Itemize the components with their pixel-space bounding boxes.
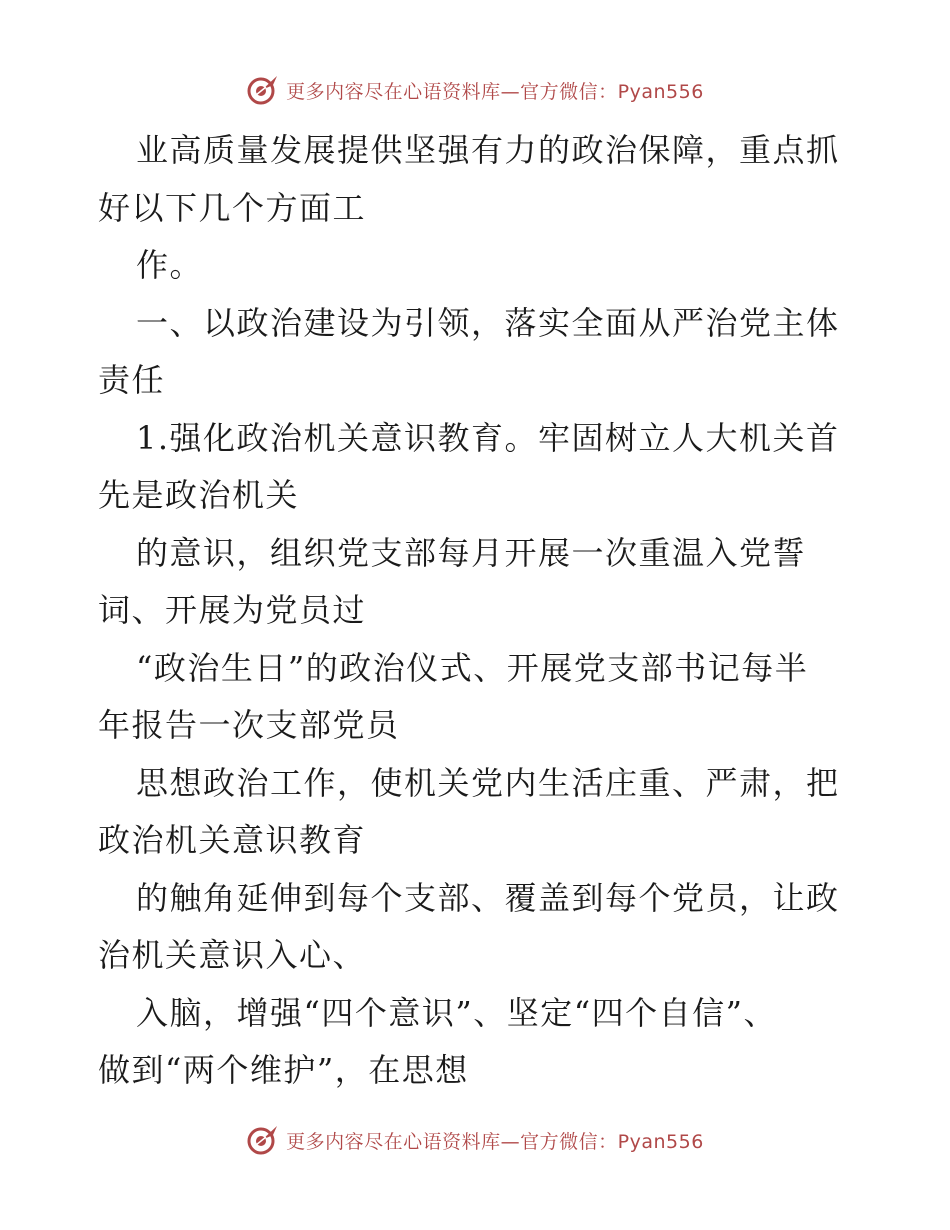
quill-pen-logo-icon (246, 1123, 280, 1157)
body-line: 词、开展为党员过 (98, 591, 367, 629)
body-line: 思想政治工作，使机关党内生活庄重、严肃，把 (136, 763, 840, 802)
watermark-footer (0, 1120, 950, 1160)
body-line: 作。 (136, 246, 204, 284)
body-line: 入脑，增强“四个意识”、坚定“四个自信”、 (136, 993, 777, 1032)
body-line: 做到“两个维护”，在思想 (98, 1051, 469, 1089)
watermark-text: 更多内容尽在心语资料库—官方微信：Pyan556 (286, 1130, 704, 1153)
watermark-text: 更多内容尽在心语资料库—官方微信：Pyan556 (286, 80, 704, 103)
body-line: “政治生日”的政治仪式、开展党支部书记每半 (136, 648, 809, 687)
body-line: 治机关意识入心、 (98, 936, 367, 974)
section-heading-continued: 责任 (98, 361, 166, 399)
body-line: 年报告一次支部党员 (98, 706, 400, 744)
body-line: 先是政治机关 (98, 476, 300, 514)
body-line: 的意识，组织党支部每月开展一次重温入党誓 (136, 533, 807, 572)
body-line: 政治机关意识教育 (98, 821, 367, 859)
body-line: 1.强化政治机关意识教育。牢固树立人大机关首 (136, 418, 840, 457)
body-line: 业高质量发展提供坚强有力的政治保障，重点抓 (136, 131, 840, 169)
quill-pen-logo-icon (246, 73, 280, 107)
body-line: 的触角延伸到每个支部、覆盖到每个党员，让政 (136, 878, 840, 917)
body-line: 好以下几个方面工 (98, 188, 367, 227)
section-heading: 一、以政治建设为引领，落实全面从严治党主体 (136, 303, 840, 342)
document-body (98, 122, 858, 1100)
watermark-header (0, 70, 950, 110)
